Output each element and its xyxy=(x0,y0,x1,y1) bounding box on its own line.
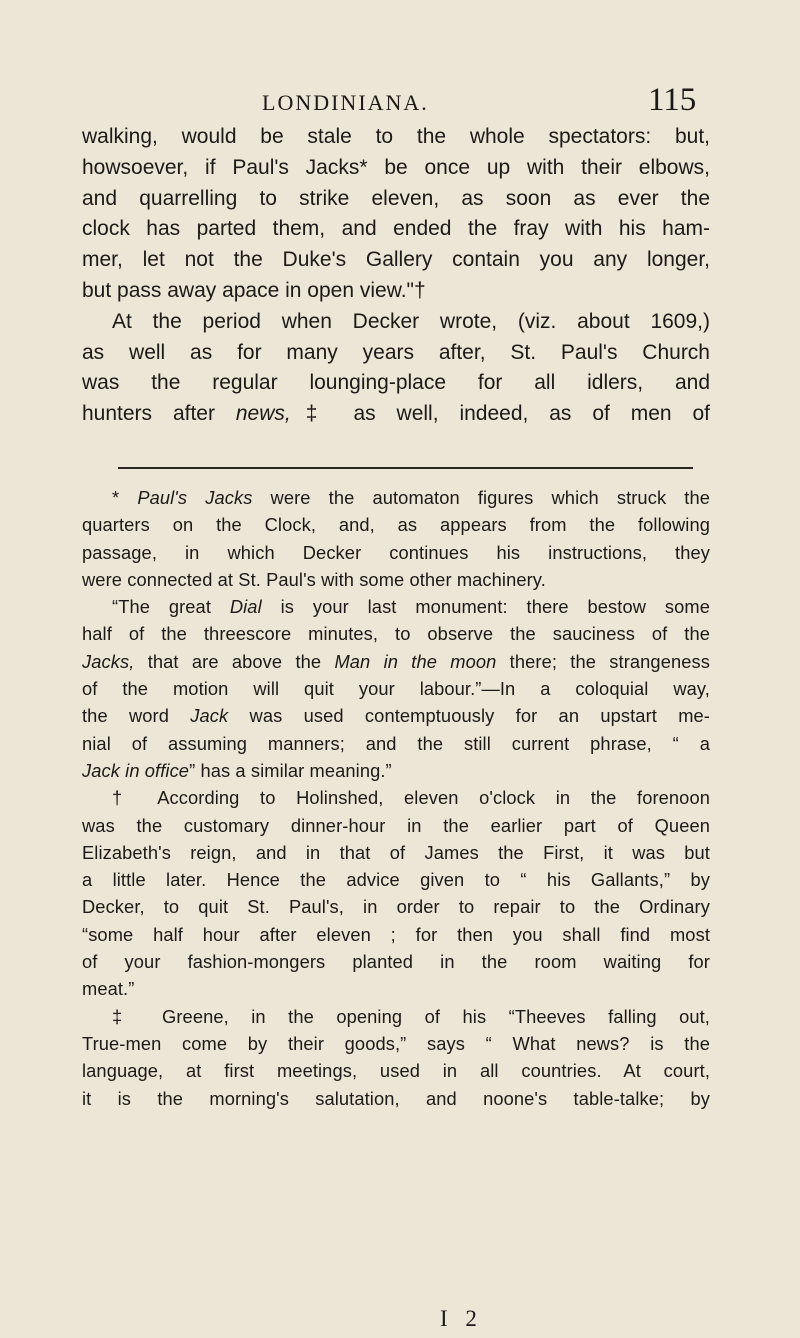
footnote-line: a little later. Hence the advice given to “ his Gallants,” by xyxy=(82,869,710,891)
footnote-line: it is the morning's salutation, and noone's table-talke; by xyxy=(82,1087,710,1109)
text-line: walking, would be stale to the whole spectators: but, xyxy=(82,125,710,148)
italic-run: news, xyxy=(235,402,291,426)
footnote-line xyxy=(82,702,710,729)
text-line: as well as for many years after, St. Paul's Church xyxy=(82,340,710,364)
footnote-line: passage, in which Decker continues his instructions, they xyxy=(82,541,710,563)
text-run: there; the strangeness xyxy=(496,650,710,672)
footnote-line: ‡ Greene, in the opening of his “Theeves falling out, xyxy=(112,1005,710,1027)
italic-run: Jack xyxy=(190,705,229,727)
footnote-line: True-men come by their goods,” says “ What news? is the xyxy=(82,1032,710,1054)
footnote-line: half of the threescore minutes, to observe the sauciness of the xyxy=(82,623,710,645)
footnote-line xyxy=(82,593,710,620)
footnote-line: Elizabeth's reign, and in that of James the First, it was but xyxy=(82,841,710,863)
running-title: LONDINIANA. xyxy=(262,90,429,115)
italic-run: Jacks, xyxy=(82,650,135,672)
footnote-line: of the motion will quit your labour.”—In a coloquial way, xyxy=(82,678,710,700)
text-run: * xyxy=(112,487,138,508)
page-header xyxy=(0,82,800,122)
footnote-line: quarters on the Clock, and, as appears from the following xyxy=(82,514,710,536)
text-line: clock has parted them, and ended the fray with his ham- xyxy=(82,217,710,241)
italic-run: Jack in office xyxy=(82,759,190,781)
signature-mark: I 2 xyxy=(440,1306,483,1331)
footnote-line: language, at first meetings, used in all countries. At court, xyxy=(82,1060,710,1082)
text-run: ‡ as well, indeed, as of men of xyxy=(290,402,710,426)
footnotes xyxy=(82,484,710,1112)
text-run: hunters after xyxy=(82,402,236,426)
page-number: 115 xyxy=(648,82,697,118)
text-line: but pass away apace in open view."† xyxy=(82,278,426,302)
footnote-rule xyxy=(118,467,693,469)
text-run: is your last monument: there bestow some xyxy=(261,596,710,618)
text-run: ” has a similar meaning.” xyxy=(189,759,392,781)
footnote-line: Decker, to quit St. Paul's, in order to repair to the Ordinary xyxy=(82,896,710,918)
text-line xyxy=(82,399,710,430)
footnote-line xyxy=(82,757,710,784)
italic-run: Man in the moon xyxy=(334,650,497,672)
main-text xyxy=(82,122,710,430)
text-line: mer, let not the Duke's Gallery contain you any longer, xyxy=(82,248,710,272)
text-run: “The great xyxy=(112,596,230,618)
footnote-line: were connected at St. Paul's with some other machinery. xyxy=(82,568,546,590)
text-line: and quarrelling to strike eleven, as soon as ever the xyxy=(82,186,710,210)
text-run: was used contemptuously for an upstart me- xyxy=(228,705,710,727)
text-run: the word xyxy=(82,705,191,727)
footnote-line xyxy=(82,484,710,511)
text-run: were the automaton figures which struck the xyxy=(252,487,710,508)
footnote-line: † According to Holinshed, eleven o'clock in the forenoon xyxy=(112,787,710,809)
text-line: At the period when Decker wrote, (viz. about 1609,) xyxy=(112,309,710,333)
text-run: that are above the xyxy=(134,650,335,672)
text-line: was the regular lounging-place for all idlers, and xyxy=(82,371,710,395)
footnote-line: of your fashion-mongers planted in the room waiting for xyxy=(82,951,710,973)
footnote-line: was the customary dinner-hour in the earlier part of Queen xyxy=(82,814,710,836)
footnote-line: “some half hour after eleven ; for then you shall find most xyxy=(82,923,710,945)
text-line: howsoever, if Paul's Jacks* be once up with their elbows, xyxy=(82,155,710,179)
footnote-line: meat.” xyxy=(82,978,135,1000)
footnote-line xyxy=(82,648,710,675)
italic-run: Dial xyxy=(229,596,262,618)
italic-run: Paul's Jacks xyxy=(137,487,253,508)
footnote-line: nial of assuming manners; and the still current phrase, “ a xyxy=(82,732,710,754)
